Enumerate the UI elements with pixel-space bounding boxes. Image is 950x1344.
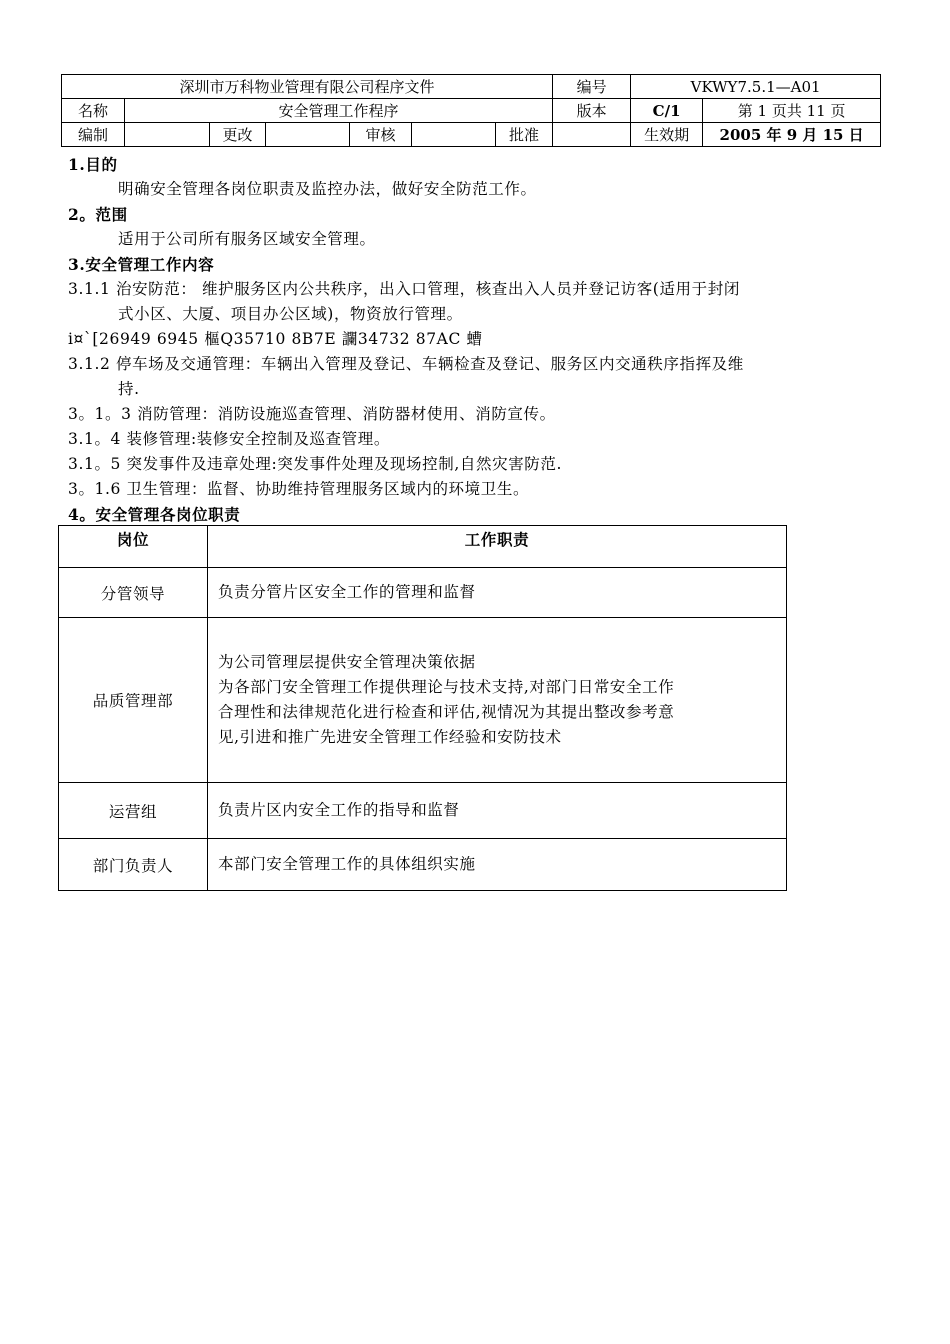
- duty-line: 见,引进和推广先进安全管理工作经验和安防技术: [218, 728, 562, 746]
- position-cell: 部门负责人: [59, 839, 208, 891]
- editor-value: [125, 123, 210, 147]
- review-label: 审核: [350, 123, 412, 147]
- version-value: C/1: [631, 99, 703, 123]
- name-value: 安全管理工作程序: [125, 99, 553, 123]
- table-row: [59, 568, 787, 618]
- position-cell: 品质管理部: [59, 618, 208, 783]
- section-3-1-2-line2: 持.: [118, 380, 140, 398]
- section-3-1-5: 3.1。5 突发事件及违章处理:突发事件处理及现场控制,自然灾害防范.: [68, 455, 563, 473]
- page-info: 第 1 页共 11 页: [703, 99, 881, 123]
- duty-line: 为各部门安全管理工作提供理论与技术支持,对部门日常安全工作: [218, 678, 675, 696]
- section-3-title: 3.安全管理工作内容: [68, 255, 215, 274]
- section-2-body: 适用于公司所有服务区域安全管理。: [118, 230, 376, 248]
- garbled-text-line: i¤`[26949 6945 樞Q35710 8B7E 讕34732 87AC 螬: [68, 330, 483, 348]
- section-4-title: 4。安全管理各岗位职责: [68, 505, 241, 524]
- section-1-body: 明确安全管理各岗位职责及监控办法，做好安全防范工作。: [118, 180, 537, 198]
- section-3-1-2-line1: 3.1.2 停车场及交通管理：车辆出入管理及登记、车辆检查及登记、服务区内交通秩序指挥及维: [68, 355, 744, 373]
- duty-column-header: 工作职责: [208, 526, 787, 568]
- duty-line: 为公司管理层提供安全管理决策依据: [218, 653, 476, 671]
- review-value: [412, 123, 496, 147]
- table-row: [59, 618, 787, 783]
- position-cell: 分管领导: [59, 568, 208, 618]
- section-3-1-1-line1: 3.1.1 治安防范： 维护服务区内公共秩序，出入口管理，核查出入人员并登记访客(适用于封闭: [68, 280, 740, 298]
- section-3-1-1-line2: 式小区、大厦、项目办公区域)，物资放行管理。: [118, 305, 463, 323]
- duty-line: 负责片区内安全工作的指导和监督: [218, 801, 460, 819]
- code-label: 编号: [553, 75, 631, 99]
- duty-table: [58, 525, 787, 891]
- duty-cell: [208, 568, 787, 618]
- section-2-title: 2。范围: [68, 205, 128, 224]
- duty-cell: [208, 839, 787, 891]
- version-label: 版本: [553, 99, 631, 123]
- approve-value: [553, 123, 631, 147]
- duty-cell: [208, 783, 787, 839]
- position-cell: 运营组: [59, 783, 208, 839]
- approve-label: 批准: [496, 123, 553, 147]
- code-value: VKWY7.5.1—A01: [631, 75, 881, 99]
- duty-line: 负责分管片区安全工作的管理和监督: [218, 583, 476, 601]
- change-value: [266, 123, 350, 147]
- position-column-header: 岗位: [59, 526, 208, 568]
- change-label: 更改: [210, 123, 266, 147]
- duty-table-header-row: [59, 526, 787, 568]
- editor-label: 编制: [62, 123, 125, 147]
- duty-line: 合理性和法律规范化进行检查和评估,视情况为其提出整改参考意: [218, 703, 675, 721]
- section-3-1-6: 3。1.6 卫生管理：监督、协助维持管理服务区域内的环境卫生。: [68, 480, 530, 498]
- section-3-1-4: 3.1。4 装修管理:装修安全控制及巡查管理。: [68, 430, 390, 448]
- table-row: [59, 783, 787, 839]
- table-row: [59, 839, 787, 891]
- duty-cell: [208, 618, 787, 783]
- document-header-table: [61, 74, 881, 147]
- effective-date: 2005 年 9 月 15 日: [703, 123, 881, 147]
- duty-line: 本部门安全管理工作的具体组织实施: [218, 855, 476, 873]
- name-label: 名称: [62, 99, 125, 123]
- company-document-title: 深圳市万科物业管理有限公司程序文件: [62, 75, 553, 99]
- section-3-1-3: 3。1。3 消防管理：消防设施巡查管理、消防器材使用、消防宣传。: [68, 405, 556, 423]
- effective-label: 生效期: [631, 123, 703, 147]
- section-1-title: 1.目的: [68, 155, 118, 174]
